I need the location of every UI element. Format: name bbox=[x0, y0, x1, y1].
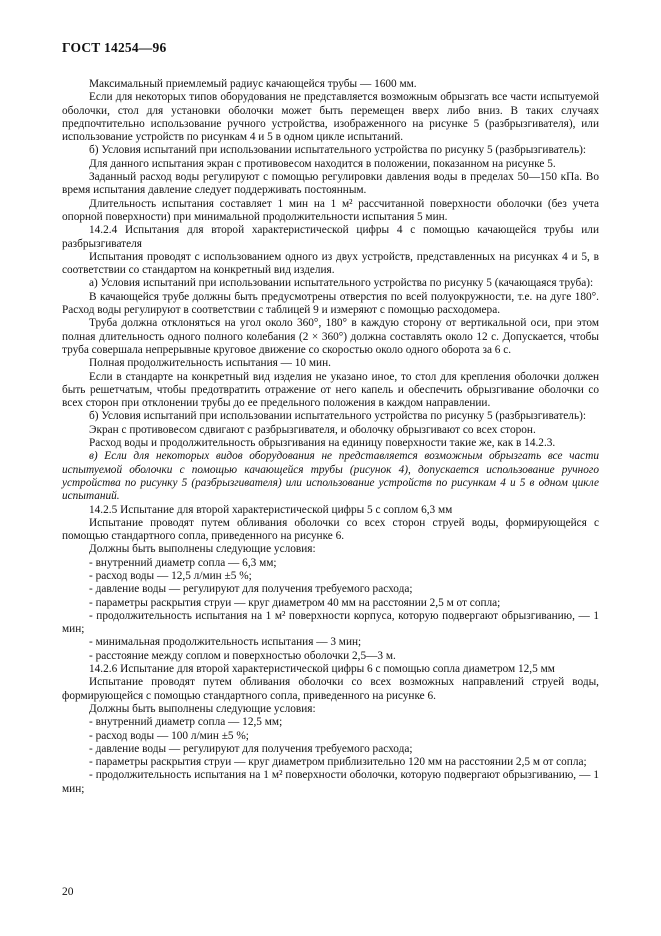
list-item: - внутренний диаметр сопла — 6,3 мм; bbox=[89, 556, 277, 569]
paragraph: В качающейся трубе должны быть предусмотрены отверстия по всей полуокружности, т.е. на дуге 180°. Расход воды регулируют в соответствии с таблицей 9 и измеряют с помощью расходомера. bbox=[62, 290, 599, 317]
list-item: - продолжительность испытания на 1 м² поверхности оболочки, которую подвергают обрызгиванию, — 1 мин; bbox=[62, 769, 599, 795]
list-item: - продолжительность испытания на 1 м² поверхности корпуса, которую подвергают обрызгиванию, — 1 мин; bbox=[62, 609, 599, 636]
paragraph: Расход воды и продолжительность обрызгивания на единицу поверхности такие же, как в 14.2.3. bbox=[89, 437, 556, 450]
paragraph: Длительность испытания составляет 1 мин на 1 м² рассчитанной поверхности оболочки (без учета опорной поверхности) при минимальной продолжительности испытания 5 мин. bbox=[62, 197, 599, 223]
paragraph: Испытания проводят с использованием одного из двух устройств, представленных на рисунках 4 и 5, в соответствии со стандартом на конкретный вид изделия. bbox=[62, 250, 599, 277]
paragraph: Труба должна отклоняться на угол около 360°, 180° в каждую сторону от вертикальной оси, при этом полная длительность одного полного колебания (2 × 360°) должна составлять около 12 с. Допускается, чтобы труба совершала непрерывные круговое движение со скоростью около одного оборота за 6 с. bbox=[62, 317, 599, 356]
paragraph: а) Условия испытаний при использовании испытательного устройства по рисунку 5 (качающаяся труба): bbox=[89, 277, 594, 290]
paragraph: б) Условия испытаний при использовании испытательного устройства по рисунку 5 (разбрызгиватель): bbox=[89, 144, 586, 157]
section-heading: 14.2.6 Испытание для второй характеристической цифры 6 с помощью сопла диаметром 12,5 мм bbox=[89, 663, 555, 676]
document-body bbox=[62, 78, 599, 796]
paragraph: Если в стандарте на конкретный вид изделия не указано иное, то стол для крепления оболочки должен быть решетчатым, чтобы предотвратить отражение от него капель и обеспечить обрызгивание оболочки со всех сторон при отклонении трубы до ее предельного положения в каждом направлении. bbox=[62, 370, 599, 410]
paragraph: Полная продолжительность испытания — 10 мин. bbox=[89, 357, 331, 370]
page-number: 20 bbox=[62, 886, 74, 898]
paragraph: Для данного испытания экран с противовесом находится в положении, показанном на рисунке 5. bbox=[89, 157, 556, 170]
section-heading: 14.2.5 Испытание для второй характеристической цифры 5 с соплом 6,3 мм bbox=[89, 503, 453, 516]
paragraph: Испытание проводят путем обливания оболочки со всех сторон струей воды, формирующейся с помощью стандартного сопла, приведенного на рисунке 6. bbox=[62, 516, 599, 543]
italic-note-paragraph: в) Если для некоторых видов оборудования не представляется возможным обрызгать все части испытуемой оболочки с помощью качающейся трубы (рисунок 4), допускается использование ручного устройства по рисунку 5 (разбрызгивателя) или использование устройств по рисункам 4 и 5 в одном цикле испытаний. bbox=[62, 450, 599, 503]
paragraph: Экран с противовесом сдвигают с разбрызгивателя, и оболочку обрызгивают со всех сторон. bbox=[89, 423, 536, 436]
paragraph: Должны быть выполнены следующие условия: bbox=[89, 702, 316, 715]
list-item: - расстояние между соплом и поверхностью оболочки 2,5—3 м. bbox=[89, 649, 396, 662]
section-heading: 14.2.4 Испытания для второй характеристической цифры 4 с помощью качающейся трубы или разбрызгивателя bbox=[62, 224, 599, 250]
paragraph: Должны быть выполнены следующие условия: bbox=[89, 543, 316, 556]
list-item: - давление воды — регулируют для получения требуемого расхода; bbox=[89, 742, 413, 755]
paragraph: б) Условия испытаний при использовании испытательного устройства по рисунку 5 (разбрызгиватель): bbox=[89, 410, 586, 423]
paragraph: Заданный расход воды регулируют с помощью регулировки давления воды в пределах 50—150 кПа. Во время испытания давление следует поддерживать постоянным. bbox=[62, 171, 599, 197]
paragraph: Если для некоторых типов оборудования не представляется возможным обрызгать все части испытуемой оболочки, стол для установки оболочки может быть перемещен вверх либо вниз. В таких случаях предпочтительно использование ручного устройства, изображенного на рисунке 5 (разбрызгивателя), или использование устройств по рисункам 4 и 5 в одном цикле испытаний. bbox=[62, 91, 599, 144]
paragraph: Испытание проводят путем обливания оболочки со всех возможных направлений струей воды, формирующейся с помощью стандартного сопла, приведенного на рисунке 6. bbox=[62, 676, 599, 702]
list-item: - расход воды — 12,5 л/мин ±5 %; bbox=[89, 569, 252, 582]
list-item: - параметры раскрытия струи — круг диаметром 40 мм на расстоянии 2,5 м от сопла; bbox=[89, 596, 501, 609]
list-item: - расход воды — 100 л/мин ±5 %; bbox=[89, 729, 249, 742]
list-item: - внутренний диаметр сопла — 12,5 мм; bbox=[89, 716, 283, 729]
list-item: - минимальная продолжительность испытания — 3 мин; bbox=[89, 636, 362, 649]
document-header: ГОСТ 14254—96 bbox=[62, 40, 167, 55]
paragraph: Максимальный приемлемый радиус качающейся трубы — 1600 мм. bbox=[89, 78, 417, 90]
list-item: - давление воды — регулируют для получения требуемого расхода; bbox=[89, 583, 413, 596]
list-item: - параметры раскрытия струи — круг диаметром приблизительно 120 мм на расстоянии 2,5 м от сопла; bbox=[89, 756, 587, 769]
